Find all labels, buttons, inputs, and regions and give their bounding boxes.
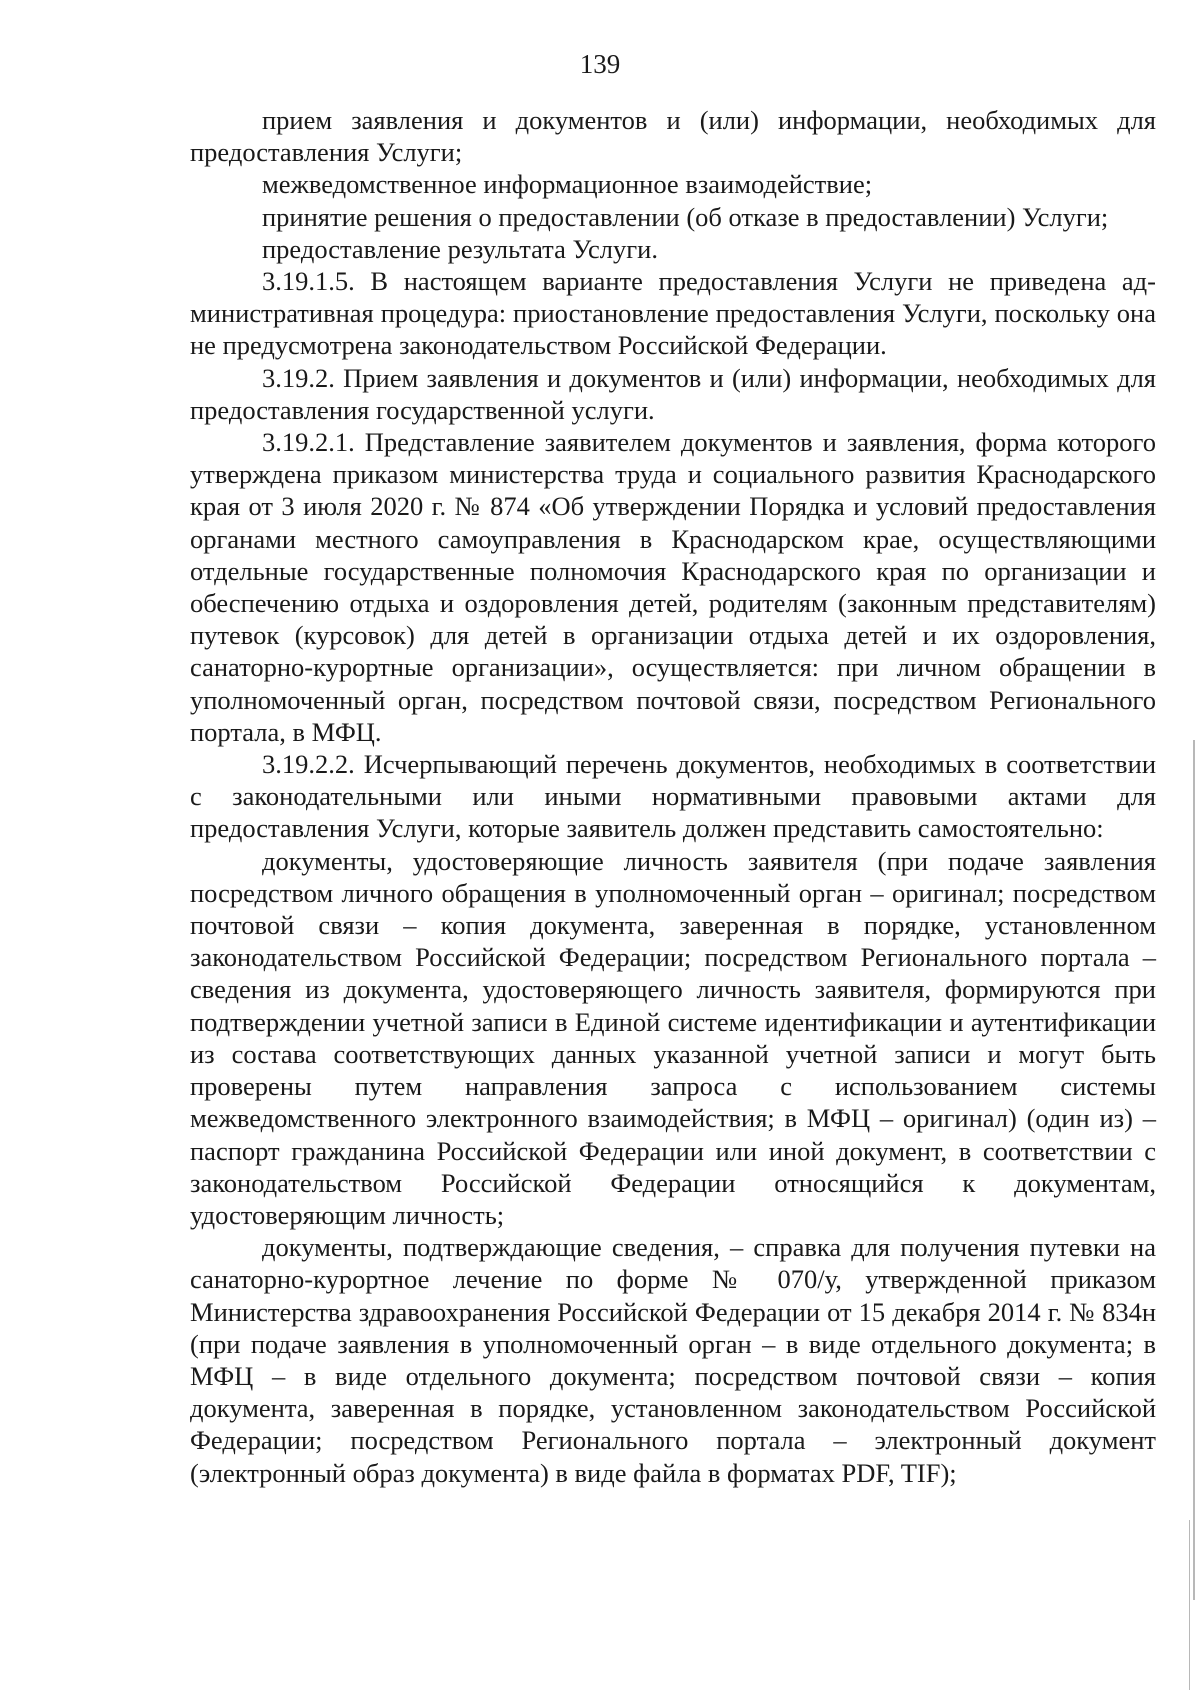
paragraph-3-19-2: 3.19.2. Прием заявления и документов и (или) информации, необходимых для предоставления государственной услуги. bbox=[190, 362, 1156, 425]
paragraph-list-item-decision: принятие решения о предоставлении (об отказе в предоставлении) Услуги; bbox=[262, 201, 1109, 232]
page-body bbox=[190, 104, 1156, 1489]
scan-edge-line bbox=[1193, 740, 1195, 1600]
paragraph-3-19-1-5: 3.19.1.5. В настоящем варианте предоставления Услуги не приведена административная процедура: приостановление предоставления Услуги, поскольку она не предусмотрена законодательством Российской Федерации. bbox=[190, 266, 1156, 361]
paragraph-confirming-documents: документы, подтверждающие сведения, – справка для получения путевки на санаторно-курортное лечение по форме № 070/у, утвержденной приказом Министерства здравоохранения Российской Федерации от 15 декабря 2014 г. № 834н (при подаче заявления в уполномоченный орган – в виде отдельного документа; в МФЦ – в виде отдельного документа; посредством почтовой связи – копия документа, заверенная в порядке, установленном законодательством Российской Федерации; посредством Регионального портала – электронный документ (электронный образ документа) в виде файла в форматах PDF, TIF); bbox=[190, 1232, 1156, 1488]
page-number: 139 bbox=[579, 49, 621, 79]
paragraph-3-19-2-2: 3.19.2.2. Исчерпывающий перечень документов, необходимых в соответствии с законодательными или иными нормативными правовыми актами для предоставления Услуги, которые заявитель должен представить самостоятельно: bbox=[190, 749, 1156, 844]
paragraph-list-item-interaction: межведомственное информационное взаимодействие; bbox=[262, 169, 873, 200]
paragraph-3-19-2-1: 3.19.2.1. Представление заявителем документов и заявления, форма которого утверждена приказом министерства труда и социального развития Краснодарского края от 3 июля 2020 г. № 874 «Об утверждении Порядка и условий предоставления органами местного самоуправления в Краснодарском крае, осуществляющими отдельные государственные полномочия Краснодарского края по организации и обеспечению отдыха и оздоровления детей, родителям (законным представителям) путевок (курсовок) для детей в организации отдыха детей и их оздоровления, санаторно-курортные организации», осуществляется: при личном обращении в уполномоченный орган, посредством почтовой связи, посредством Регионального портала, в МФЦ. bbox=[190, 427, 1156, 747]
paragraph-list-item-result: предоставление результата Услуги. bbox=[262, 233, 658, 264]
scan-edge-line-lower bbox=[1189, 1520, 1190, 1690]
paragraph-list-item-reception: прием заявления и документов и (или) информации, необходимых для предоставления Услуги; bbox=[190, 105, 1156, 168]
paragraph-identity-documents: документы, удостоверяющие личность заявителя (при подаче заявления посредством личного обращения в уполномоченный орган – оригинал; посредством почтовой связи – копия документа, заверенная в порядке, установленном законодательством Российской Федерации; посредством Регионального портала – сведения из документа, удостоверяющего личность заявителя, формируются при подтверждении учетной записи в Единой системе идентификации и аутентификации из состава соответствующих данных указанной учетной записи и могут быть проверены путем направления запроса с использованием системы межведомственного электронного взаимодействия; в МФЦ – оригинал) (один из) – паспорт гражданина Российской Федерации или иной документ, в соответствии с законодательством Российской Федерации относящийся к документам, удостоверяющим личность; bbox=[190, 845, 1156, 1230]
